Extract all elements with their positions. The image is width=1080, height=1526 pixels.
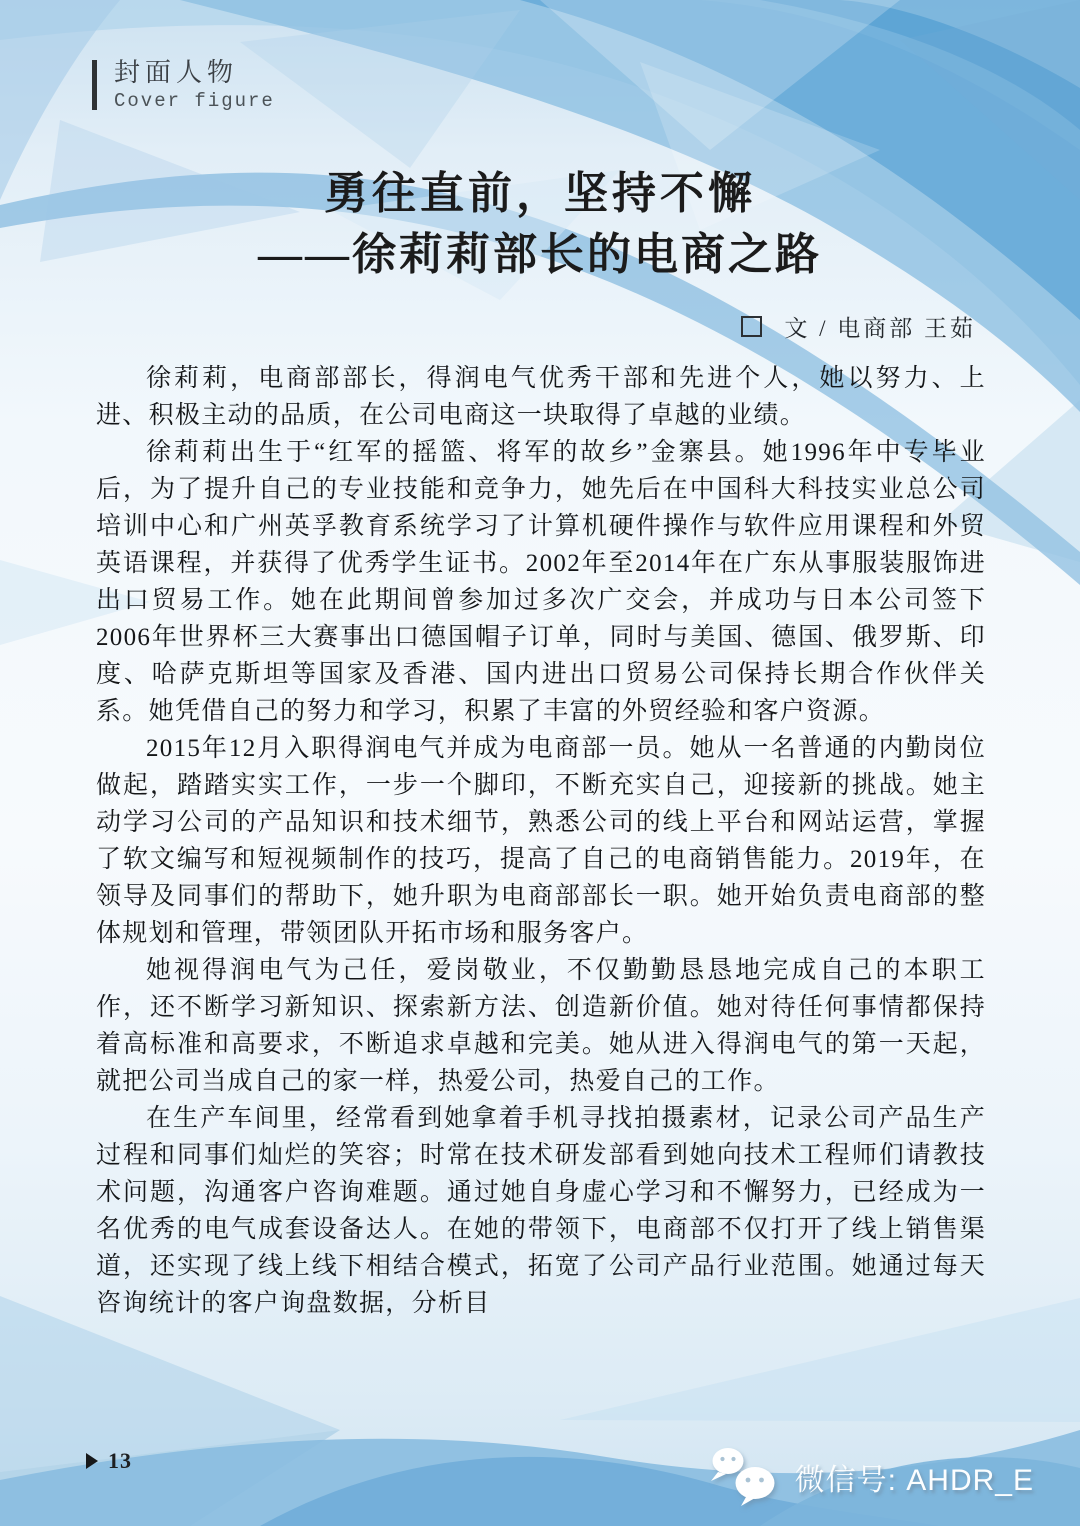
- wechat-badge: [707, 1446, 1034, 1508]
- page-number: [86, 1448, 132, 1474]
- article-body: [96, 360, 986, 1322]
- byline-text: 文 / 电商部 王茹: [784, 316, 976, 341]
- byline: [741, 310, 976, 343]
- article-paragraph: 她视得润电气为己任，爱岗敬业，不仅勤勤恳恳地完成自己的本职工作，还不断学习新知识、探索新方法、创造新价值。她对待任何事情都保持着高标准和高要求，不断追求卓越和完美。她从进入得润电气的第一天起，就把公司当成自己的家一样，热爱公司，热爱自己的工作。: [96, 957, 986, 1095]
- section-label: [92, 58, 275, 114]
- page-number-value: 13: [108, 1448, 132, 1473]
- byline-square-icon: [741, 316, 762, 337]
- article-paragraph: 在生产车间里，经常看到她拿着手机寻找拍摄素材，记录公司产品生产过程和同事们灿烂的笑容；时常在技术研发部看到她向技术工程师们请教技术问题，沟通客户咨询难题。通过她自身虚心学习和不懈努力，已经成为一名优秀的电气成套设备达人。在她的带领下，电商部不仅打开了线上销售渠道，还实现了线上线下相结合模式，拓宽了公司产品行业范围。她通过每天咨询统计的客户询盘数据，分析目: [96, 1105, 986, 1317]
- article-title-line1: 勇往直前，坚持不懈: [324, 169, 756, 218]
- article-paragraph: 2015年12月入职得润电气并成为电商部一员。她从一名普通的内勤岗位做起，踏踏实实工作，一步一个脚印，不断充实自己，迎接新的挑战。她主动学习公司的产品知识和技术细节，熟悉公司的线上平台和网站运营，掌握了软文编写和短视频制作的技巧，提高了自己的电商销售能力。2019年，在领导及同事们的帮助下，她升职为电商部部长一职。她开始负责电商部的整体规划和管理，带领团队开拓市场和服务客户。: [96, 735, 986, 947]
- section-label-zh: 封面人物: [114, 58, 239, 87]
- article-paragraph: 徐莉莉，电商部部长，得润电气优秀干部和先进个人，她以努力、上进、积极主动的品质，在公司电商这一块取得了卓越的业绩。: [96, 365, 986, 429]
- article-title-line2: ——徐莉莉部长的电商之路: [258, 230, 822, 279]
- wechat-id-label: 微信号: AHDR_E: [794, 1464, 1034, 1497]
- article-paragraph: 徐莉莉出生于“红军的摇篮、将军的故乡”金寨县。她1996年中专毕业后，为了提升自己的专业技能和竞争力，她先后在中国科大科技实业总公司培训中心和广州英孚教育系统学习了计算机硬件操作与软件应用课程和外贸英语课程，并获得了优秀学生证书。2002年至2014年在广东从事服装服饰进出口贸易工作。她在此期间曾参加过多次广交会，并成功与日本公司签下2006年世界杯三大赛事出口德国帽子订单，同时与美国、德国、俄罗斯、印度、哈萨克斯坦等国家及香港、国内进出口贸易公司保持长期合作伙伴关系。她凭借自己的努力和学习，积累了丰富的外贸经验和客户资源。: [96, 439, 986, 725]
- wechat-icon: [707, 1446, 783, 1508]
- section-label-bar: [92, 60, 97, 110]
- article-title: [0, 164, 1080, 286]
- page-number-triangle-icon: [86, 1453, 98, 1469]
- section-label-en: Cover figure: [114, 90, 275, 112]
